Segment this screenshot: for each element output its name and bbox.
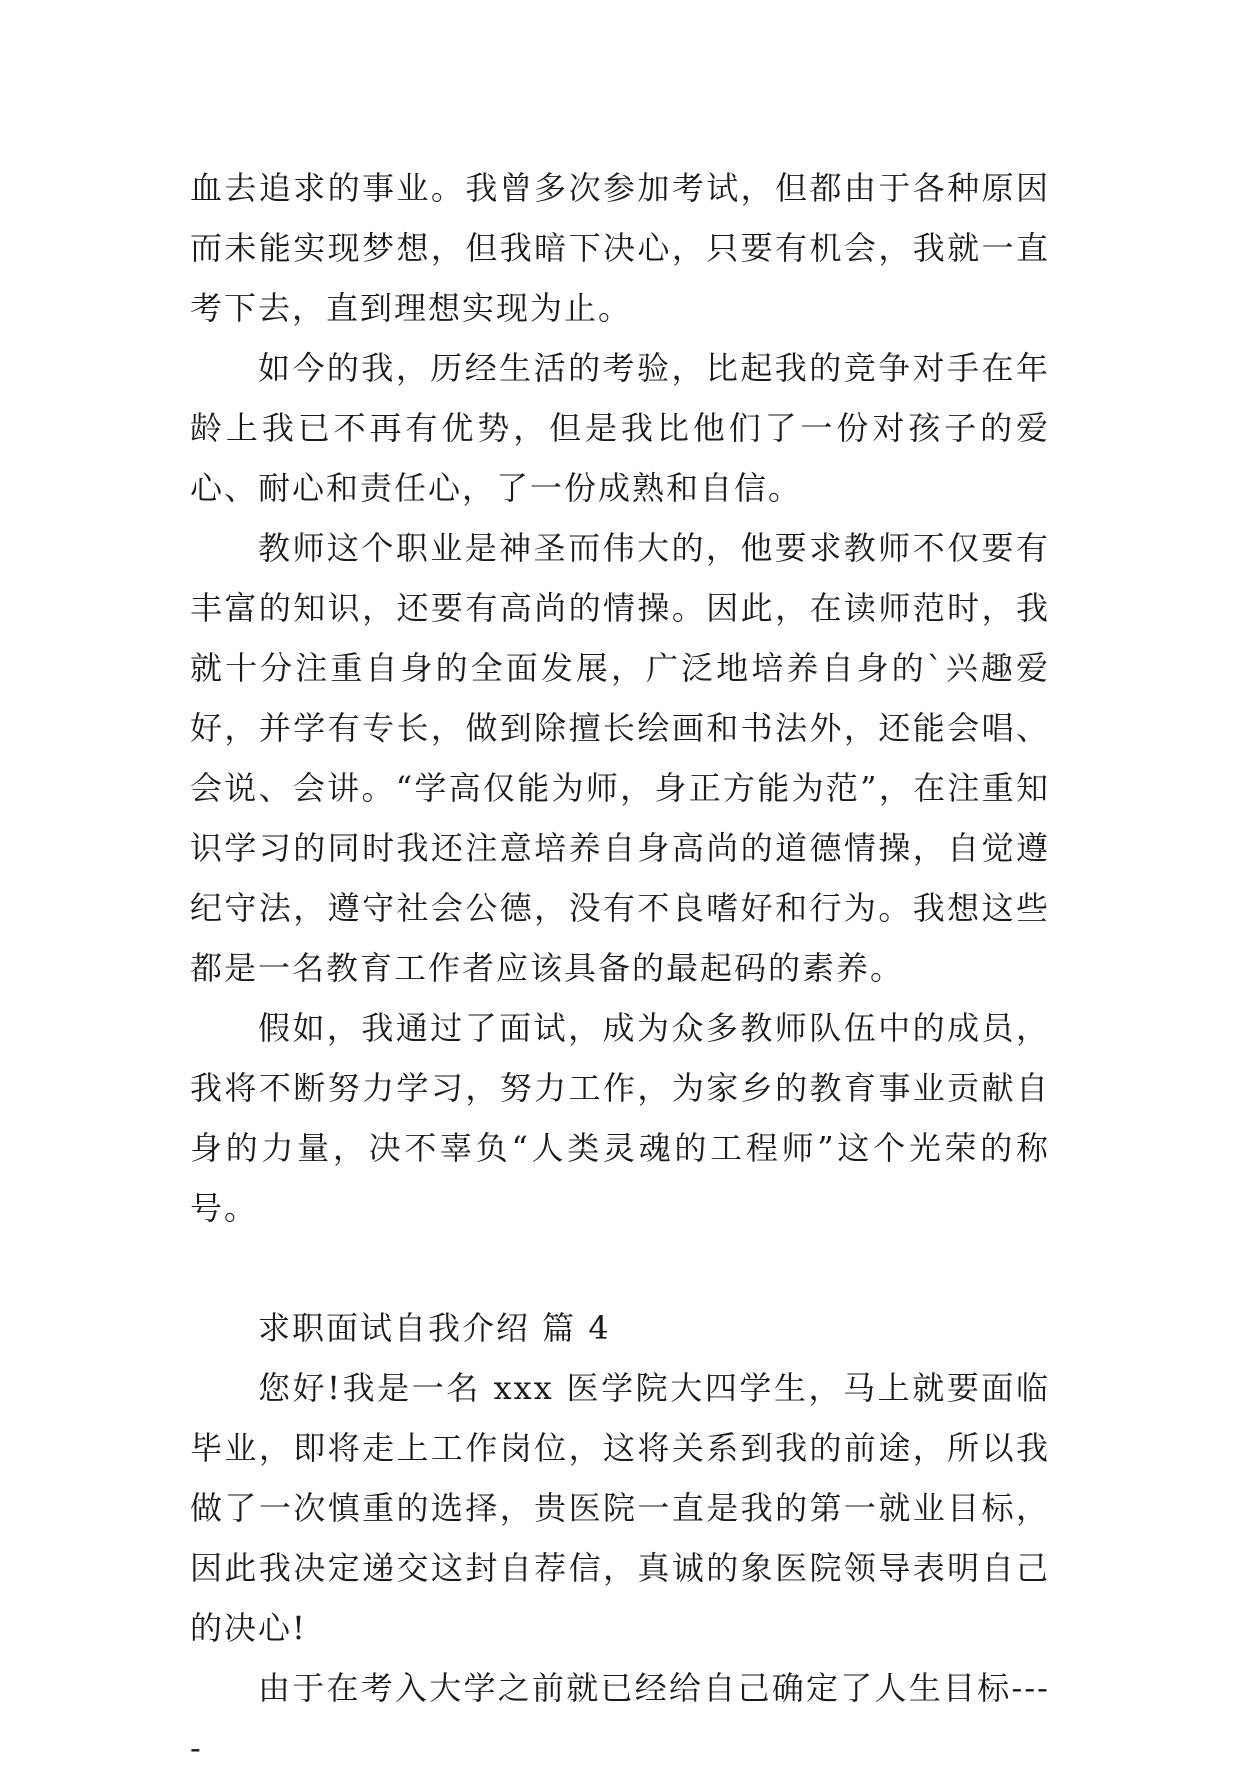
paragraph-5: 您好!我是一名 xxx 医学院大四学生，马上就要面临毕业，即将走上工作岗位，这将关系到我的前途，所以我做了一次慎重的选择，贵医院一直是我的第一就业目标，因此我决定递交这封自荐信，真诚的象医院领导表明自己的决心! <box>190 1369 1050 1647</box>
paragraph-4: 假如，我通过了面试，成为众多教师队伍中的成员，我将不断努力学习，努力工作，为家乡的教育事业贡献自身的力量，决不辜负“人类灵魂的工程师”这个光荣的称号。 <box>190 1009 1050 1227</box>
paragraph-6: 由于在考入大学之前就已经给自己确定了人生目标---- <box>190 1669 1050 1767</box>
paragraph-2: 如今的我，历经生活的考验，比起我的竞争对手在年龄上我已不再有优势，但是我比他们了一份对孩子的爱心、耐心和责任心，了一份成熟和自信。 <box>190 349 1050 507</box>
paragraph-3: 教师这个职业是神圣而伟大的，他要求教师不仅要有丰富的知识，还要有高尚的情操。因此，在读师范时，我就十分注重自身的全面发展，广泛地培养自身的`兴趣爱好，并学有专长，做到除擅长绘画和书法外，还能会唱、会说、会讲。“学高仅能为师，身正方能为范”，在注重知识学习的同时我还注意培养自身高尚的道德情操，自觉遵纪守法，遵守社会公德，没有不良嗜好和行为。我想这些都是一名教育工作者应该具备的最起码的素养。 <box>190 529 1050 987</box>
document-body <box>190 158 1050 1778</box>
paragraph-1: 血去追求的事业。我曾多次参加考试，但都由于各种原因而未能实现梦想，但我暗下决心，只要有机会，我就一直考下去，直到理想实现为止。 <box>190 169 1050 327</box>
section-heading: 求职面试自我介绍 篇 4 <box>258 1309 611 1347</box>
section-spacer <box>190 1238 1050 1298</box>
